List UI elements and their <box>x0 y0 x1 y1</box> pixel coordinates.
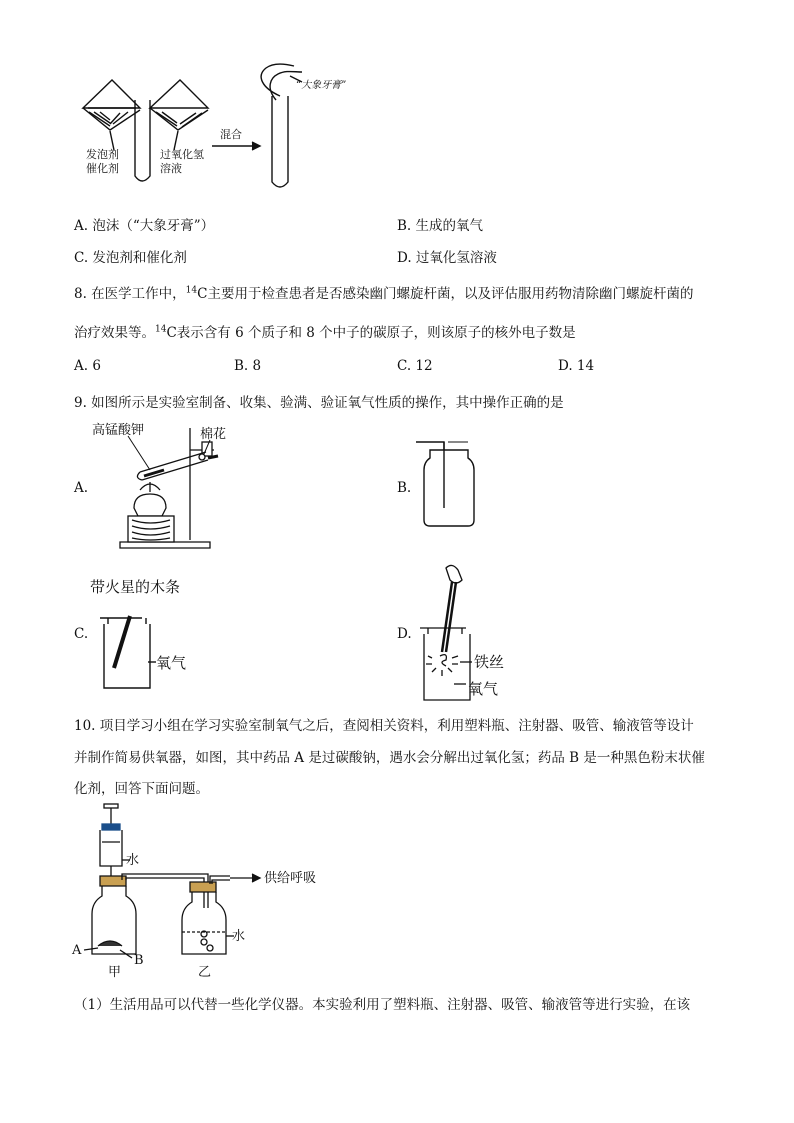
q7-option-c: C. 发泡剂和催化剂 <box>74 250 187 266</box>
q10-sub-1: （1）生活用品可以代替一些化学仪器。本实验利用了塑料瓶、注射器、吸管、输液管等进行实验，在该 <box>74 997 691 1013</box>
q7-foam-label: “大象牙膏” <box>296 80 347 91</box>
q8-line1-pre: 8. 在医学工作中， <box>74 286 186 302</box>
q7-option-a: A. 泡沫（“大象牙膏”） <box>74 218 215 234</box>
q9-d-figure <box>412 560 552 705</box>
q7-right-label-1: 过氧化氢 <box>160 148 204 161</box>
q9-a-label: A. <box>74 480 89 496</box>
q9-a-text2: 棉花 <box>200 427 227 442</box>
q7-left-label-1: 发泡剂 <box>86 148 119 161</box>
q10-b-label: B <box>134 953 144 968</box>
q9-stem: 9. 如图所示是实验室制备、收集、验满、验证氧气性质的操作，其中操作正确的是 <box>74 395 564 411</box>
q10-supply-label: 供给呼吸 <box>264 871 317 886</box>
q7-option-b: B. 生成的氧气 <box>397 218 484 234</box>
q9-b-figure <box>412 440 482 530</box>
q8-option-a: A. 6 <box>74 358 101 374</box>
q9-c-label: C. <box>74 626 89 642</box>
q10-line-3: 化剂，回答下面问题。 <box>74 781 209 797</box>
q7-right-label-2: 溶液 <box>160 162 182 175</box>
q7-left-label-2: 催化剂 <box>86 162 119 175</box>
q9-d-text1: 铁丝 <box>474 653 505 671</box>
q10-water-label-1: 水 <box>126 853 140 868</box>
q10-figure <box>70 802 330 982</box>
q10-line-1: 10. 项目学习小组在学习实验室制氧气之后，查阅相关资料，利用塑料瓶、注射器、吸管、输液管等设计 <box>74 718 694 734</box>
q8-option-b: B. 8 <box>234 358 262 374</box>
q9-c-text1: 带火星的木条 <box>90 578 181 596</box>
q10-line-2: 并制作简易供氧器，如图，其中药品 A 是过碳酸钠，遇水会分解出过氧化氢；药品 B 是一种黑色粉末状催 <box>74 750 705 766</box>
q10-water-label-2: 水 <box>232 929 246 944</box>
q8-line-2 <box>74 321 576 341</box>
q10-yi-label: 乙 <box>198 965 212 980</box>
q9-a-figure <box>90 420 240 550</box>
q9-d-text2: 氧气 <box>468 680 499 698</box>
q9-c-text2: 氧气 <box>156 654 187 672</box>
q8-option-c: C. 12 <box>397 358 433 374</box>
q8-isotope-sup-2: 14 <box>155 324 167 335</box>
q8-isotope-sup-1: 14 <box>185 285 198 296</box>
q8-option-d: D. 14 <box>558 358 595 374</box>
q7-figure <box>80 58 380 198</box>
q7-arrow-label: 混合 <box>220 128 242 141</box>
q9-a-text1: 高锰酸钾 <box>92 423 145 438</box>
q8-line2-post: C表示含有 6 个质子和 8 个中子的碳原子，则该原子的核外电子数是 <box>166 325 576 341</box>
q8-line2-pre: 治疗效果等。 <box>74 325 155 341</box>
q9-d-label: D. <box>397 626 412 642</box>
q9-c-figure <box>90 572 240 692</box>
q9-b-label: B. <box>397 480 412 496</box>
q8-line1-post: C主要用于检查患者是否感染幽门螺旋杆菌，以及评估服用药物清除幽门螺旋杆菌的 <box>197 286 694 302</box>
q7-option-d: D. 过氧化氢溶液 <box>397 250 497 266</box>
q10-a-label: A <box>72 943 82 958</box>
q10-jia-label: 甲 <box>108 965 122 980</box>
q8-line-1 <box>74 282 693 302</box>
